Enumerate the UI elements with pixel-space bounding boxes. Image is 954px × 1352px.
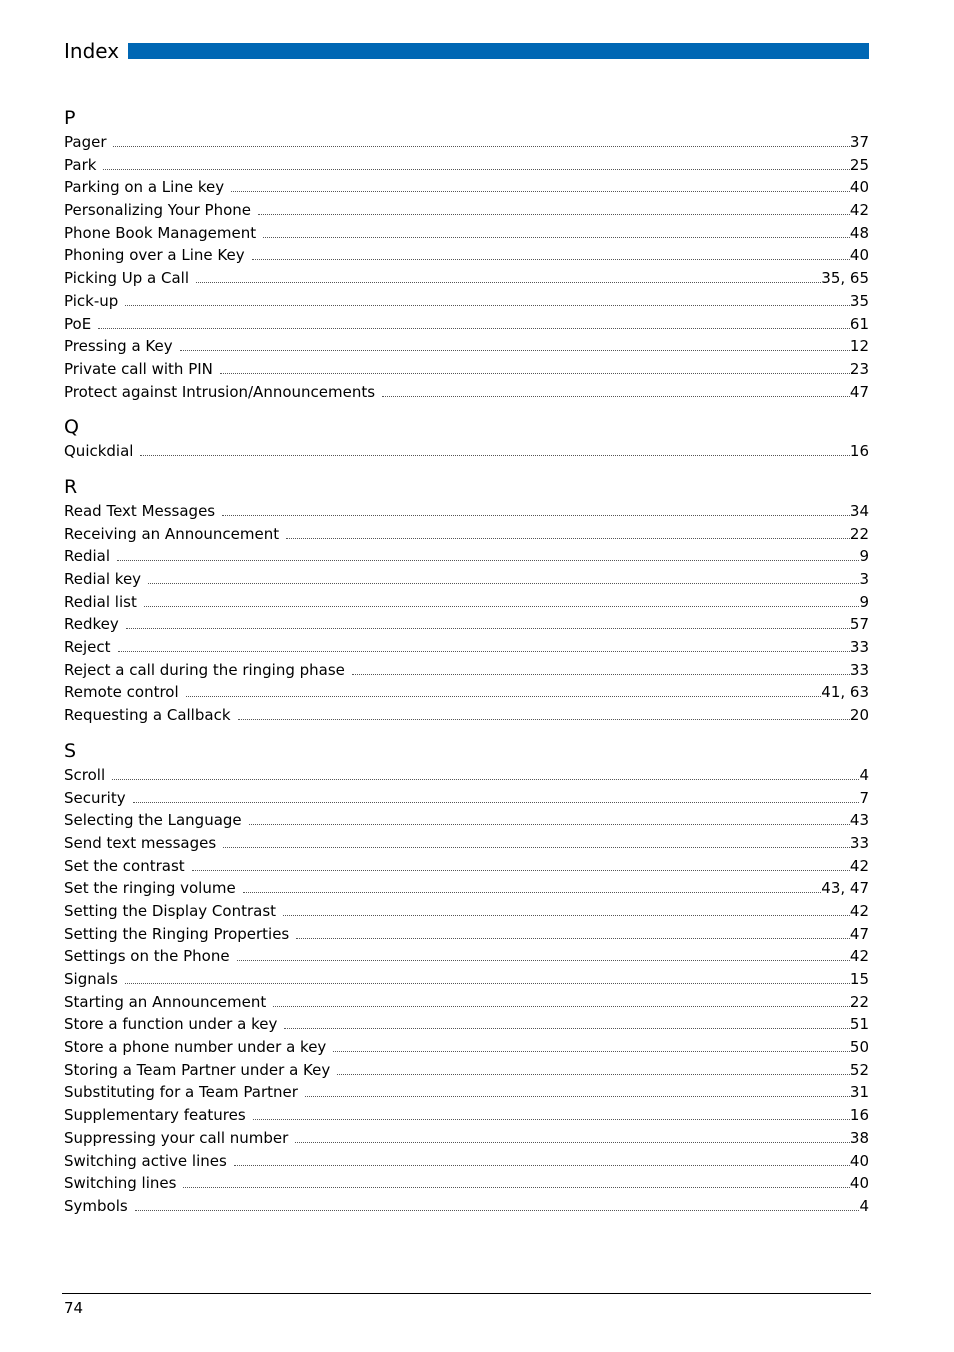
entry-term: Remote control (64, 683, 179, 702)
entry-page-numbers: 25 (849, 155, 869, 174)
entry-term: Reject a call during the ringing phase (64, 660, 345, 679)
entry-term: Signals (64, 970, 118, 988)
entry-term: Symbols (64, 1196, 128, 1215)
dot-leader (112, 765, 859, 780)
dot-leader (263, 223, 850, 238)
index-entry (64, 923, 869, 946)
entry-term: Phoning over a Line Key (64, 246, 245, 265)
index-entry (64, 1104, 869, 1127)
dot-leader (186, 682, 822, 697)
entry-page-numbers: 34 (849, 501, 869, 520)
entry-term: Supplementary features (64, 1106, 246, 1125)
entry-term: Redial (64, 547, 111, 566)
entry-term: Phone Book Management (64, 223, 257, 242)
entry-term: Requesting a Callback (64, 706, 231, 725)
index-entry (64, 440, 869, 463)
entry-term: Personalizing Your Phone (64, 201, 252, 220)
index-entry (64, 1036, 869, 1059)
dot-leader (258, 200, 850, 215)
entry-page-numbers: 43 (849, 811, 869, 830)
entry-term: Store a function under a key (64, 1015, 278, 1034)
page-title: Index (64, 39, 120, 63)
entry-term: Redkey (64, 615, 119, 634)
entry-page-numbers: 23 (849, 359, 869, 378)
index-entry (64, 764, 869, 787)
entry-term: Storing a Team Partner under a Key (64, 1060, 331, 1079)
entry-term: Setting the Display Contrast (64, 901, 277, 920)
index-entry (64, 1013, 869, 1036)
dot-leader (231, 177, 850, 192)
entry-term: PoE (64, 314, 92, 333)
header-accent-bar (128, 43, 869, 59)
entry-page-numbers: 47 (849, 382, 869, 401)
index-entry (64, 809, 869, 832)
dot-leader (286, 524, 850, 539)
index-entry (64, 613, 869, 636)
index-entry (64, 154, 869, 177)
entry-page-numbers: 20 (849, 706, 869, 725)
index-entry (64, 1172, 869, 1195)
index-entry (64, 313, 869, 336)
footer-divider (62, 1293, 871, 1294)
entry-term: Switching active lines (64, 1151, 227, 1170)
dot-leader (222, 501, 850, 516)
dot-leader (113, 132, 849, 147)
index-entry (64, 832, 869, 855)
dot-leader (98, 314, 850, 329)
index-entry (64, 199, 869, 222)
entry-term: Settings on the Phone (64, 947, 230, 966)
index-entry (64, 244, 869, 267)
entry-page-numbers: 43, 47 (821, 879, 869, 898)
index-section (64, 415, 869, 463)
entry-page-numbers: 61 (849, 314, 869, 333)
entry-page-numbers: 42 (849, 856, 869, 875)
index-entry (64, 358, 869, 381)
dot-leader (295, 1128, 850, 1143)
dot-leader (118, 637, 850, 652)
entry-term: Set the ringing volume (64, 879, 236, 898)
index-entry (64, 855, 869, 878)
dot-leader (192, 856, 850, 871)
entry-term: Starting an Announcement (64, 992, 267, 1011)
index-section (64, 106, 869, 403)
dot-leader (196, 268, 821, 283)
dot-leader (284, 1014, 850, 1029)
dot-leader (253, 1105, 850, 1120)
index-entry (64, 523, 869, 546)
dot-leader (126, 614, 850, 629)
index-entry (64, 1059, 869, 1082)
page-number: 74 (64, 1299, 84, 1317)
entry-page-numbers: 42 (849, 947, 869, 966)
entry-term: Setting the Ringing Properties (64, 924, 290, 943)
entry-page-numbers: 42 (849, 901, 869, 920)
index-entry (64, 545, 869, 568)
index-entry (64, 1195, 869, 1218)
entry-term: Substituting for a Team Partner (64, 1083, 298, 1102)
index-entry (64, 176, 869, 199)
dot-leader (252, 245, 850, 260)
index-entry (64, 636, 869, 659)
entry-term: Redial key (64, 570, 142, 588)
entry-term: Suppressing your call number (64, 1128, 289, 1147)
entry-term: Selecting the Language (64, 811, 242, 830)
entry-page-numbers: 7 (859, 788, 869, 807)
entry-term: Security (64, 788, 126, 807)
entry-term: Read Text Messages (64, 501, 216, 520)
entry-term: Quickdial (64, 442, 134, 461)
index-entry (64, 787, 869, 810)
entry-page-numbers: 33 (849, 638, 869, 657)
dot-leader (125, 969, 850, 984)
index-list (64, 106, 869, 1218)
index-section (64, 739, 869, 1218)
index-entry (64, 704, 869, 727)
index-entry (64, 659, 869, 682)
dot-leader (135, 1196, 860, 1211)
entry-term: Scroll (64, 765, 106, 784)
index-entry (64, 222, 869, 245)
entry-page-numbers: 48 (849, 223, 869, 242)
entry-term: Send text messages (64, 833, 217, 852)
index-entry (64, 968, 869, 991)
index-entry (64, 877, 869, 900)
entry-page-numbers: 40 (849, 1174, 869, 1193)
index-entry (64, 945, 869, 968)
index-entry (64, 991, 869, 1014)
entry-page-numbers: 40 (849, 246, 869, 265)
entry-page-numbers: 16 (849, 1106, 869, 1125)
entry-term: Parking on a Line key (64, 178, 225, 197)
entry-term: Redial list (64, 592, 137, 611)
dot-leader (223, 833, 850, 848)
section-letter: P (64, 107, 76, 129)
entry-term: Store a phone number under a key (64, 1038, 327, 1057)
entry-page-numbers: 4 (859, 1196, 869, 1215)
index-entry (64, 681, 869, 704)
entry-page-numbers: 50 (849, 1038, 869, 1057)
entry-page-numbers: 16 (849, 442, 869, 461)
entry-page-numbers: 38 (849, 1128, 869, 1147)
dot-leader (337, 1060, 850, 1075)
index-entry (64, 591, 869, 614)
dot-leader (283, 901, 850, 916)
entry-term: Switching lines (64, 1174, 177, 1193)
entry-page-numbers: 4 (859, 765, 869, 784)
index-entry (64, 131, 869, 154)
dot-leader (133, 788, 860, 803)
index-entry (64, 1127, 869, 1150)
entry-page-numbers: 31 (849, 1083, 869, 1102)
index-entry (64, 500, 869, 523)
entry-page-numbers: 51 (849, 1015, 869, 1034)
dot-leader (382, 382, 850, 397)
entry-term: Receiving an Announcement (64, 524, 280, 543)
index-entry (64, 900, 869, 923)
entry-page-numbers: 12 (849, 337, 869, 356)
entry-page-numbers: 15 (849, 970, 869, 988)
entry-page-numbers: 40 (849, 178, 869, 197)
entry-page-numbers: 42 (849, 201, 869, 220)
dot-leader (144, 592, 860, 607)
dot-leader (296, 924, 850, 939)
entry-page-numbers: 35, 65 (821, 269, 869, 288)
entry-page-numbers: 9 (859, 592, 869, 611)
dot-leader (238, 705, 850, 720)
entry-page-numbers: 37 (849, 133, 869, 151)
entry-page-numbers: 3 (859, 570, 869, 588)
dot-leader (249, 810, 850, 825)
dot-leader (243, 878, 822, 893)
index-entry (64, 381, 869, 404)
entry-page-numbers: 9 (859, 547, 869, 566)
dot-leader (237, 946, 850, 961)
index-entry (64, 335, 869, 358)
entry-page-numbers: 41, 63 (821, 683, 869, 702)
dot-leader (352, 660, 850, 675)
page-header (64, 36, 869, 66)
dot-leader (148, 569, 859, 584)
entry-page-numbers: 35 (849, 291, 869, 310)
index-entry (64, 1081, 869, 1104)
dot-leader (333, 1037, 850, 1052)
index-section (64, 475, 869, 727)
entry-term: Park (64, 155, 97, 174)
dot-leader (234, 1151, 850, 1166)
dot-leader (305, 1082, 850, 1097)
dot-leader (125, 291, 850, 306)
dot-leader (140, 441, 849, 456)
section-letter: R (64, 475, 78, 498)
dot-leader (183, 1173, 849, 1188)
entry-page-numbers: 47 (849, 924, 869, 943)
entry-term: Pager (64, 133, 107, 151)
entry-page-numbers: 22 (849, 992, 869, 1011)
entry-term: Pressing a Key (64, 337, 173, 356)
dot-leader (273, 992, 850, 1007)
entry-page-numbers: 22 (849, 524, 869, 543)
entry-term: Set the contrast (64, 856, 185, 875)
entry-term: Reject (64, 638, 111, 657)
dot-leader (103, 155, 849, 170)
entry-page-numbers: 33 (849, 833, 869, 852)
entry-page-numbers: 52 (849, 1060, 869, 1079)
index-entry (64, 290, 869, 313)
dot-leader (117, 546, 859, 561)
section-letter: S (64, 739, 77, 762)
entry-term: Private call with PIN (64, 359, 213, 378)
dot-leader (220, 359, 850, 374)
entry-term: Pick-up (64, 291, 119, 310)
dot-leader (180, 336, 850, 351)
entry-page-numbers: 40 (849, 1151, 869, 1170)
index-entry (64, 267, 869, 290)
entry-term: Protect against Intrusion/Announcements (64, 382, 376, 401)
index-entry (64, 568, 869, 591)
index-entry (64, 1150, 869, 1173)
entry-page-numbers: 33 (849, 660, 869, 679)
entry-page-numbers: 57 (849, 615, 869, 634)
entry-term: Picking Up a Call (64, 269, 190, 288)
section-letter: Q (64, 416, 79, 439)
